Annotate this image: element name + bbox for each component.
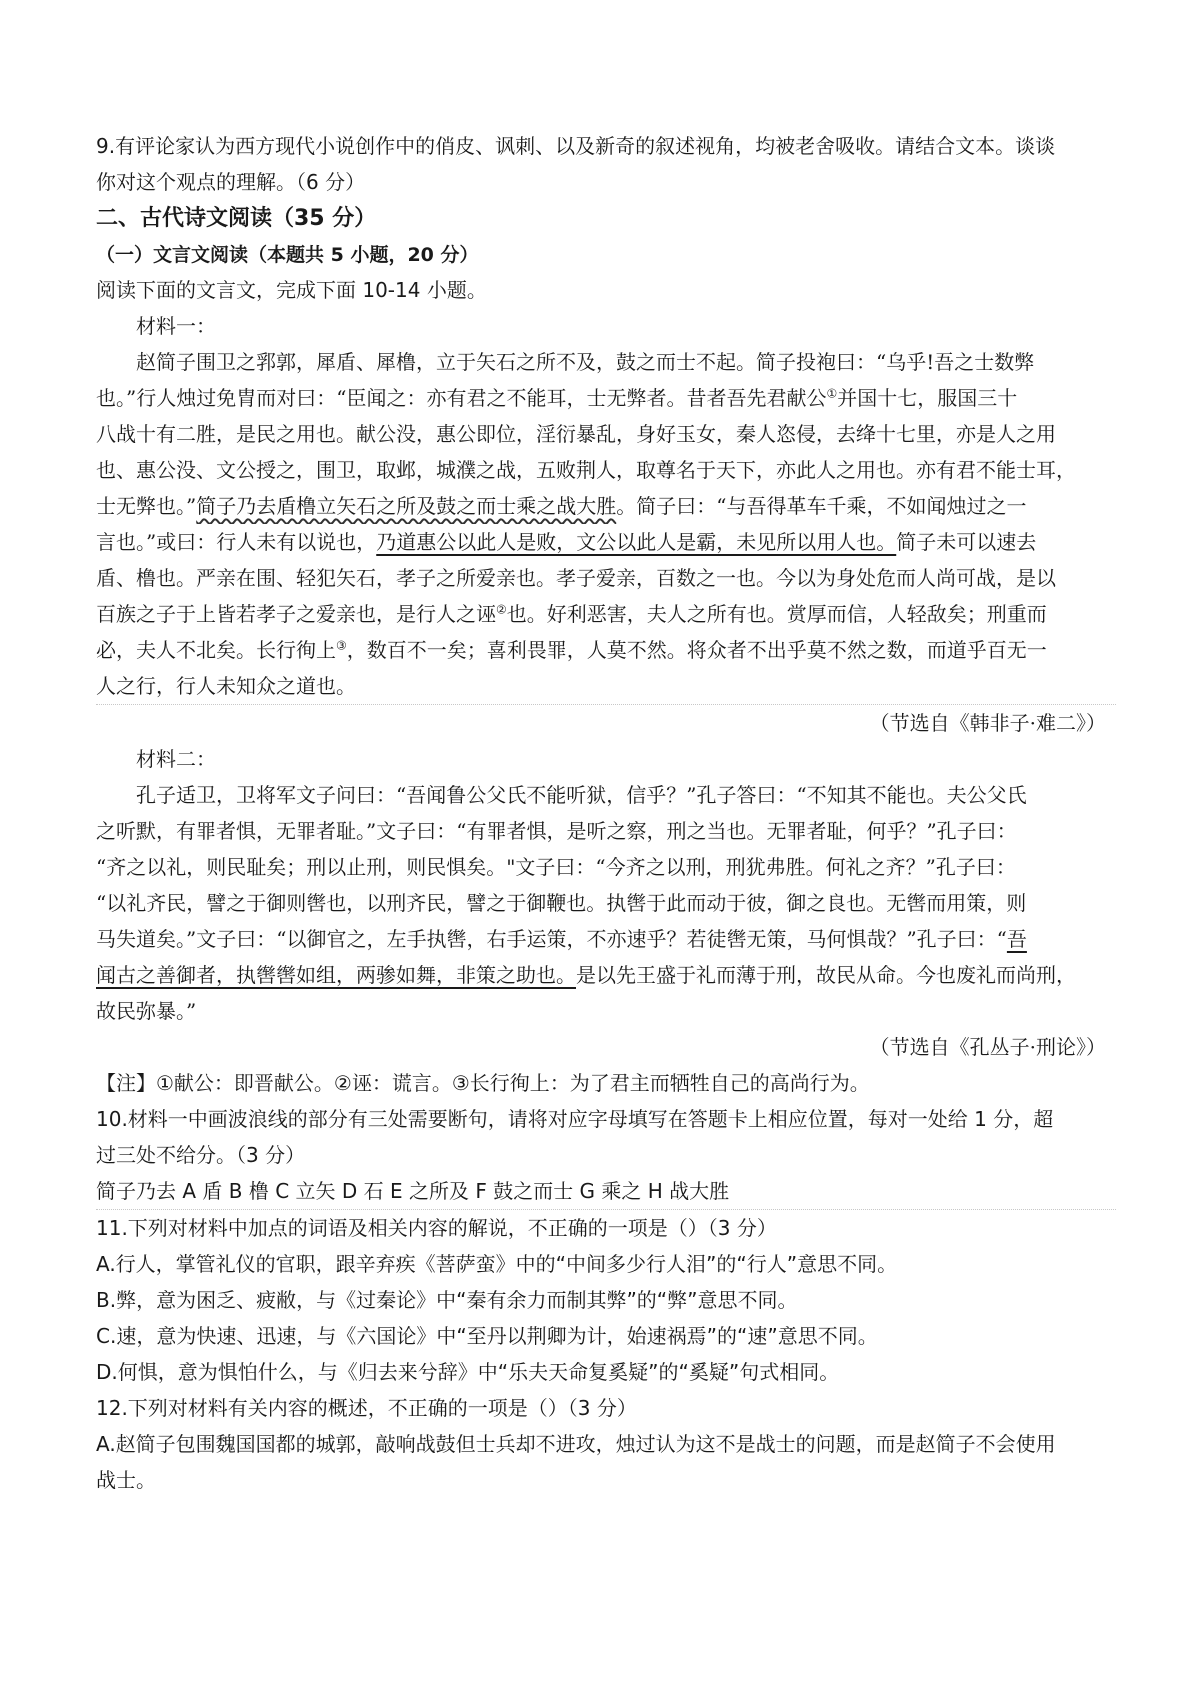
- material-one-line-2: [96, 380, 1116, 416]
- underlined-sentence-start: 吾: [1006, 927, 1027, 951]
- text-segment: 百族之子于上皆若孝子之爱亲也，是行人之诬: [96, 602, 496, 626]
- annotation-note: 【注】①献公：即晋献公。②诬：谎言。③长行徇上：为了君主而牺牲自己的高尚行为。: [96, 1071, 870, 1095]
- material-two-line-4: “以礼齐民，譬之于御则辔也，以刑齐民，譬之于御鞭也。执辔于此而动于彼，御之良也。无辔而用策，则: [96, 891, 1027, 915]
- question-12-option-a-line-2: 战士。: [96, 1468, 156, 1492]
- material-two-source: （节选自《孔丛子·刑论》）: [869, 1035, 1106, 1059]
- text-segment: ，数百不一矣；喜利畏罪，人莫不然。将众者不出乎莫不然之数，而道乎百无一: [346, 638, 1047, 662]
- question-11-option-a: A.行人，掌管礼仪的官职，跟辛弃疾《菩萨蛮》中的“中间多少行人泪”的“行人”意思不同。: [96, 1252, 898, 1276]
- material-one-line-6: [96, 524, 1116, 560]
- question-10-options: 简子乃去 A 盾 B 橹 C 立矢 D 石 E 之所及 F 鼓之而士 G 乘之 H 战大胜: [96, 1173, 1116, 1210]
- material-one-line-5: [96, 488, 1116, 524]
- material-two-line-1: 孔子适卫，卫将军文子问曰：“吾闻鲁公父氏不能听狱，信乎？”孔子答曰：“不知其不能也。夫公父氏: [136, 783, 1027, 807]
- text-segment: 简子未可以速去: [896, 530, 1037, 554]
- material-one-line-9: [96, 632, 1116, 668]
- text-segment: 也。”行人烛过免胄而对曰：“臣闻之：亦有君之不能耳，士无弊者。昔者吾先君献公: [96, 386, 827, 410]
- text-segment: 也。好利恶害，夫人之所有也。赏厚而信，人轻敌矣；刑重而: [506, 602, 1047, 626]
- text-segment: 。简子曰：“与吾得革车千乘，不如闻烛过之一: [616, 494, 1027, 518]
- material-one-line-10: 人之行，行人未知众之道也。: [96, 668, 1116, 705]
- material-one-line-8: [96, 596, 1116, 632]
- text-segment: 马失道矣。”文子曰：“以御官之，左手执辔，右手运策，不亦速乎？若徒辔无策，马何惧哉？”孔子曰：“: [96, 927, 1007, 951]
- wavy-underlined-sentence: 简子乃去盾橹立矢石之所及鼓之而士乘之战大胜: [196, 494, 617, 518]
- underlined-sentence: 闻古之善御者，执辔辔如组，两骖如舞，非策之助也。: [96, 963, 576, 987]
- question-11-option-b: B.弊，意为困乏、疲敝，与《过秦论》中“秦有余力而制其弊”的“弊”意思不同。: [96, 1288, 798, 1312]
- material-two-label: 材料二：: [136, 747, 216, 771]
- material-one-line-7: 盾、橹也。严亲在围、轻犯矢石，孝子之所爱亲也。孝子爱亲，百数之一也。今以为身处危而人尚可战，是以: [96, 566, 1056, 590]
- text-segment: 并国十七，服国三十: [837, 386, 1018, 410]
- question-11-stem: 11.下列对材料中加点的词语及相关内容的解说，不正确的一项是（）（3 分）: [96, 1216, 777, 1240]
- question-11-option-c: C.速，意为快速、迅速，与《六国论》中“至丹以荆卿为计，始速祸焉”的“速”意思不同。: [96, 1324, 878, 1348]
- reading-instruction: 阅读下面的文言文，完成下面 10-14 小题。: [96, 278, 487, 302]
- text-segment: 士无弊也。”: [96, 494, 197, 518]
- subsection-title: （一）文言文阅读（本题共 5 小题，20 分）: [96, 244, 479, 266]
- footnote-marker: ②: [496, 602, 507, 617]
- question-9-line-1: 9.有评论家认为西方现代小说创作中的俏皮、讽刺、以及新奇的叙述视角，均被老舍吸收。请结合文本。谈谈: [96, 134, 1056, 158]
- question-12-stem: 12.下列对材料有关内容的概述，不正确的一项是（）（3 分）: [96, 1396, 637, 1420]
- page-content: [96, 128, 1116, 1498]
- footnote-marker: ①: [826, 386, 838, 401]
- footnote-marker: ③: [336, 638, 347, 653]
- text-segment: 言也。”或曰：行人未有以说也，: [96, 530, 377, 554]
- text-segment: 是以先王盛于礼而薄于刑，故民从命。今也废礼而尚刑，: [576, 963, 1076, 987]
- material-one-line-3: 八战十有二胜，是民之用也。献公没，惠公即位，淫衍暴乱，身好玉女，秦人恣侵，去绛十七里，亦是人之用: [96, 422, 1056, 446]
- material-one-line-4: 也、惠公没、文公授之，围卫，取邺，城濮之战，五败荆人，取尊名于天下，亦此人之用也。亦有君不能士耳，: [96, 458, 1076, 482]
- material-two-line-2: 之听默，有罪者惧，无罪者耻。”文子曰：“有罪者惧，是听之察，刑之当也。无罪者耻，何乎？”孔子曰：: [96, 819, 1017, 843]
- question-10-line-2: 过三处不给分。（3 分）: [96, 1143, 306, 1167]
- text-segment: 必，夫人不北矣。长行徇上: [96, 638, 336, 662]
- material-one-label: 材料一：: [136, 314, 216, 338]
- material-two-line-5: [96, 921, 1116, 957]
- material-one-line-1: 赵简子围卫之郛郭，犀盾、犀橹，立于矢石之所不及，鼓之而士不起。简子投袍曰：“乌乎!吾之士数弊: [136, 350, 1035, 374]
- material-one-source: （节选自《韩非子·难二》）: [869, 711, 1106, 735]
- material-two-line-7: 故民弥暴。”: [96, 999, 197, 1023]
- material-two-line-3: “齐之以礼，则民耻矣；刑以止刑，则民惧矣。"文子曰：“今齐之以刑，刑犹弗胜。何礼之齐？”孔子曰：: [96, 855, 1016, 879]
- material-two-line-6: [96, 957, 1116, 993]
- section-title: 二、古代诗文阅读（35 分）: [96, 206, 377, 231]
- underlined-sentence: 乃道惠公以此人是败，文公以此人是霸，未见所以用人也。: [376, 530, 897, 554]
- question-12-option-a-line-1: A.赵简子包围魏国国都的城郭，敲响战鼓但士兵却不进攻，烛过认为这不是战士的问题，而是赵简子不会使用: [96, 1432, 1056, 1456]
- question-11-option-d: D.何惧，意为惧怕什么，与《归去来兮辞》中“乐夫天命复奚疑”的“奚疑”句式相同。: [96, 1360, 840, 1384]
- question-9-line-2: 你对这个观点的理解。（6 分）: [96, 170, 366, 194]
- question-10-line-1: 10.材料一中画波浪线的部分有三处需要断句，请将对应字母填写在答题卡上相应位置，每对一处给 1 分，超: [96, 1107, 1054, 1131]
